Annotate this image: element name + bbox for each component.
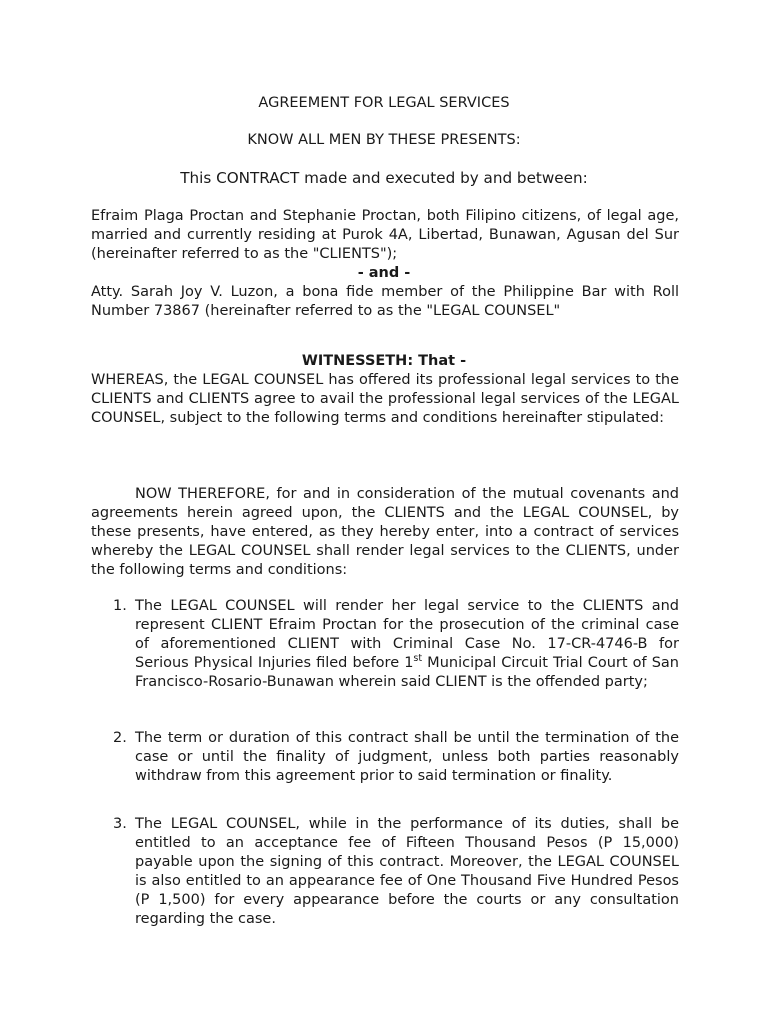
- term-text-part: The LEGAL COUNSEL will render her legal service to the CLIENTS and represent CLIENT Efraim Proctan for the prosecution of the criminal case of aforementioned CLIENT with Criminal Case No. 17-CR-4746-B for Serious Physical Injuries filed before 1: [135, 598, 679, 671]
- list-number: 2.: [113, 730, 127, 746]
- term-text-part: Municipal Circuit Trial Court of San Francisco-Rosario-Bunawan wherein said CLIENT is the offended party;: [135, 655, 679, 690]
- term-text: The term or duration of this contract shall be until the termination of the case or until the finality of judgment, unless both parties reasonably withdraw from this agreement prior to said termination or finality.: [135, 730, 679, 784]
- party-counsel-paragraph: Atty. Sarah Joy V. Luzon, a bona fide member of the Philippine Bar with Roll Number 73867 (hereinafter referred to as the "LEGAL COUNSEL": [91, 284, 679, 319]
- witnesseth-heading: WITNESSETH: That -: [301, 353, 467, 369]
- list-item: [113, 815, 679, 929]
- party-clients-paragraph: Efraim Plaga Proctan and Stephanie Proctan, both Filipino citizens, of legal age, married and currently residing at Purok 4A, Libertad, Bunawan, Agusan del Sur (hereinafter referred to as the "CLIENTS");: [91, 208, 679, 262]
- term-text: The LEGAL COUNSEL, while in the performance of its duties, shall be entitled to an acceptance fee of Fifteen Thousand Pesos (P 15,000) payable upon the signing of this contract. Moreover, the LEGAL COUNSEL is also entitled to an appearance fee of One Thousand Five Hundred Pesos (P 1,500) for every appearance before the courts or any consultation regarding the case.: [135, 816, 679, 927]
- know-all-heading: KNOW ALL MEN BY THESE PRESENTS:: [247, 132, 521, 148]
- term-text: [135, 597, 679, 692]
- and-separator: - and -: [357, 265, 411, 281]
- list-item: [113, 597, 679, 692]
- contract-intro: This CONTRACT made and executed by and between:: [180, 169, 588, 187]
- list-number: 1.: [113, 598, 127, 614]
- whereas-paragraph: WHEREAS, the LEGAL COUNSEL has offered its professional legal services to the CLIENTS and CLIENTS agree to avail the professional legal services of the LEGAL COUNSEL, subject to the following terms and conditions hereinafter stipulated:: [91, 372, 679, 426]
- document-title: AGREEMENT FOR LEGAL SERVICES: [258, 95, 510, 111]
- list-number: 3.: [113, 816, 127, 832]
- now-therefore-paragraph: NOW THEREFORE, for and in consideration of the mutual covenants and agreements herein agreed upon, the CLIENTS and the LEGAL COUNSEL, by these presents, have entered, as they hereby enter, into a contract of services whereby the LEGAL COUNSEL shall render legal services to the CLIENTS, under the following terms and conditions:: [91, 486, 679, 578]
- ordinal-suffix: st: [413, 653, 423, 664]
- list-item: [113, 729, 679, 786]
- terms-list: [113, 0, 679, 1024]
